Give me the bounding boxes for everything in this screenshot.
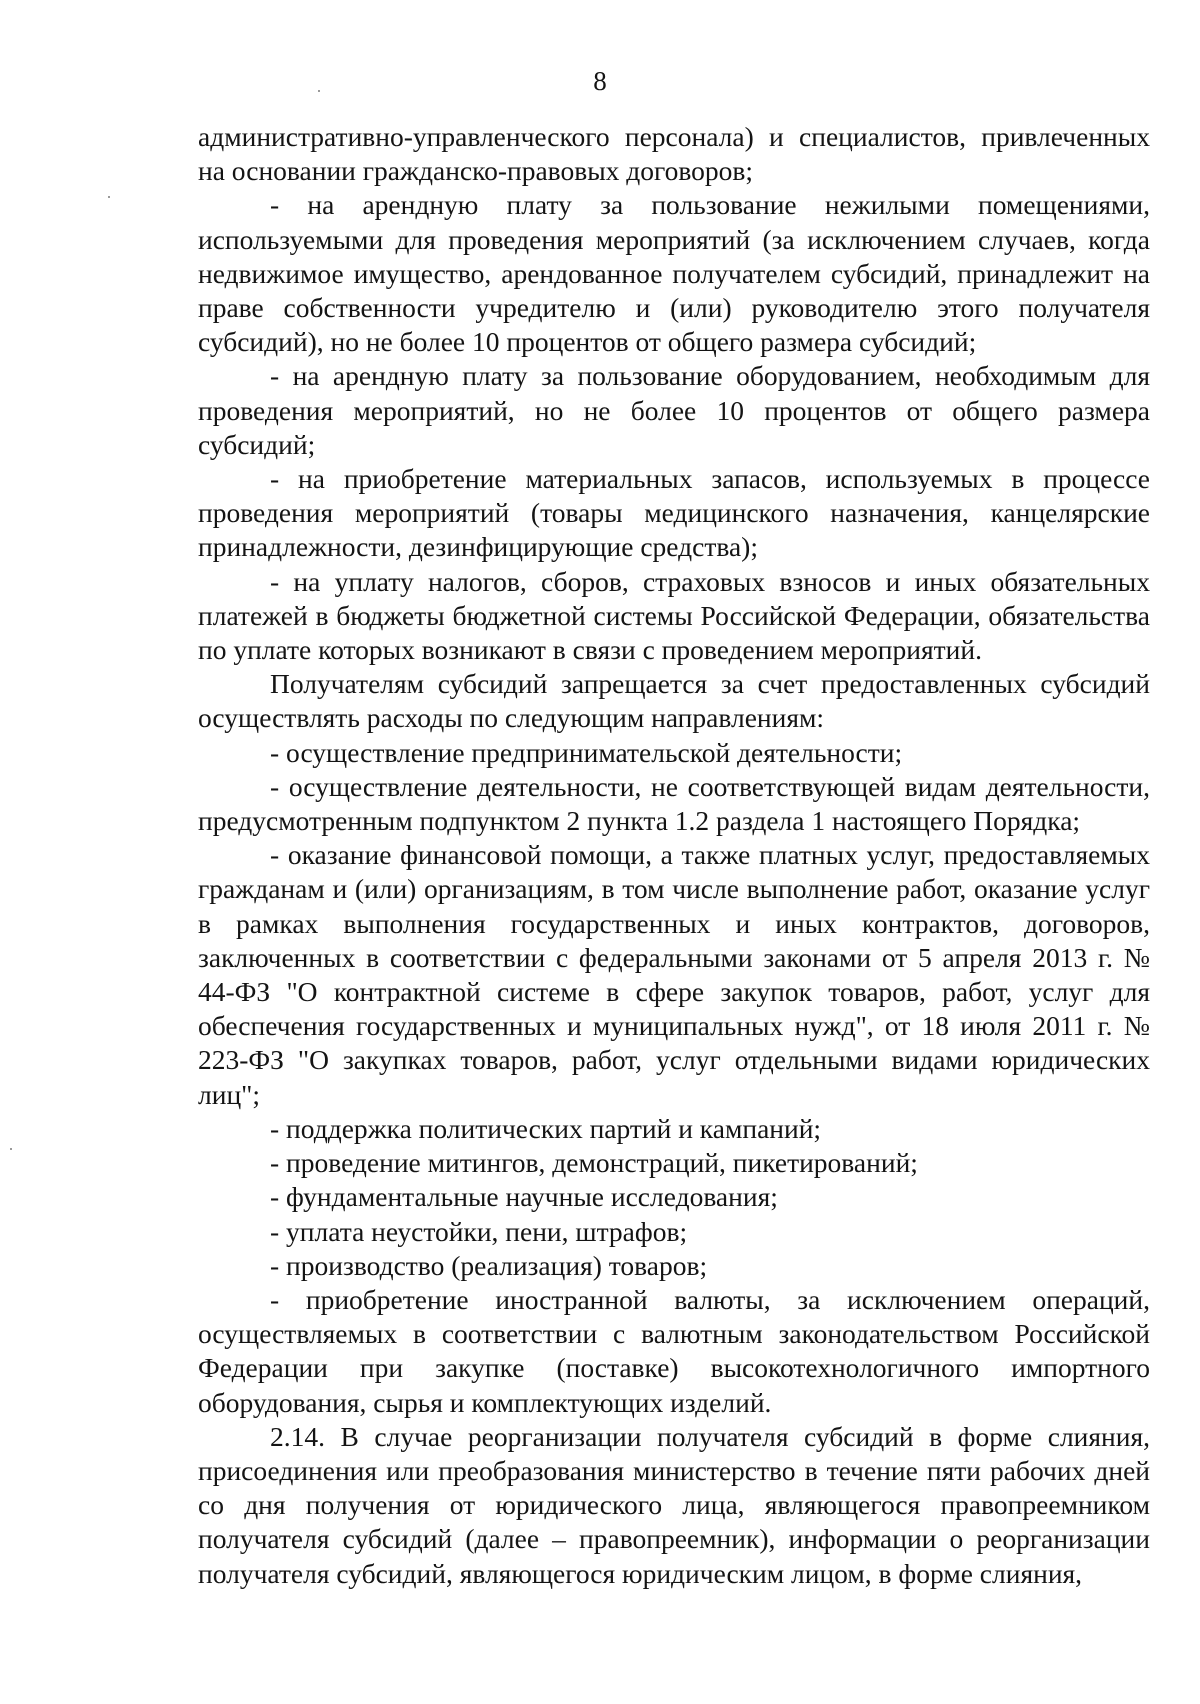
list-item-taxes: - на уплату налогов, сборов, страховых взносов и иных обязательных платежей в бюджеты бюджетной системы Российской Федерации, обязательства по уплате которых возникают в связи с проведением мероприятий. xyxy=(198,565,1150,666)
list-item-rallies: - проведение митингов, демонстраций, пикетирований; xyxy=(270,1147,918,1179)
list-item-material-supplies: - на приобретение материальных запасов, используемых в процессе проведения мероприятий (товары медицинского назначения, канцелярские принадлежности, дезинфицирующие средства); xyxy=(198,463,1150,563)
list-item-equipment-rent: - на арендную плату за пользование оборудованием, необходимым для проведения мероприятий, но не более 10 процентов от общего размера субсидий; xyxy=(198,360,1150,460)
list-item-entrepreneurship: - осуществление предпринимательской деятельности; xyxy=(270,736,903,768)
paragraph-prohibitions: Получателям субсидий запрещается за счет предоставленных субсидий осуществлять расходы по следующим направлениям: xyxy=(198,668,1150,734)
list-item-penalties: - уплата неустойки, пени, штрафов; xyxy=(270,1215,688,1247)
paragraph-continuation: административно-управленческого персонала) и специалистов, привлеченных на основании гражданско-правовых договоров; xyxy=(198,121,1150,187)
list-item-foreign-currency: - приобретение иностранной валюты, за исключением операций, осуществляемых в соответствии с валютным законодательством Российской Федерации при закупке (поставке) высокотехнологичного импортного оборудования, сырья и комплектующих изделий. xyxy=(198,1283,1150,1418)
scan-speck xyxy=(10,1148,12,1150)
list-item-financial-aid: - оказание финансовой помощи, а также платных услуг, предоставляемых гражданам и (или) организациям, в том числе выполнение работ, оказание услуг в рамках выполнения государственных и иных контрактов, договоров, заключенных в соответствии с федеральными законами от 5 апреля 2013 г. № 44-ФЗ "О контрактной системе в сфере закупок товаров, работ, услуг для обеспечения государственных и муниципальных нужд", от 18 июля 2011 г. № 223-ФЗ "О закупках товаров, работ, услуг отдельными видами юридических лиц"; xyxy=(198,839,1150,1110)
section-2-14: 2.14. В случае реорганизации получателя субсидий в форме слияния, присоединения или преобразования министерство в течение пяти рабочих дней со дня получения от юридического лица, являющегося правопреемником получателя субсидий (далее – правопреемник), информации о реорганизации получателя субсидий, являющегося юридическим лицом, в форме слияния, xyxy=(198,1420,1150,1589)
list-item-production: - производство (реализация) товаров; xyxy=(270,1249,708,1281)
page-number: 8 xyxy=(593,66,607,96)
list-item-nonconforming-activity: - осуществление деятельности, не соответствующей видам деятельности, предусмотренным подпунктом 2 пункта 1.2 раздела 1 настоящего Порядка; xyxy=(198,770,1150,837)
list-item-nonresidential-rent: - на арендную плату за пользование нежилыми помещениями, используемыми для проведения мероприятий (за исключением случаев, когда недвижимое имущество, арендованное получателем субсидий, принадлежит на праве собственности учредителю и (или) руководителю этого получателя субсидий), но не более 10 процентов от общего размера субсидий; xyxy=(198,189,1150,358)
scan-speck xyxy=(108,196,110,198)
list-item-research: - фундаментальные научные исследования; xyxy=(270,1181,778,1213)
list-item-political-support: - поддержка политических партий и кампаний; xyxy=(270,1112,822,1144)
document-body xyxy=(198,120,1150,1591)
